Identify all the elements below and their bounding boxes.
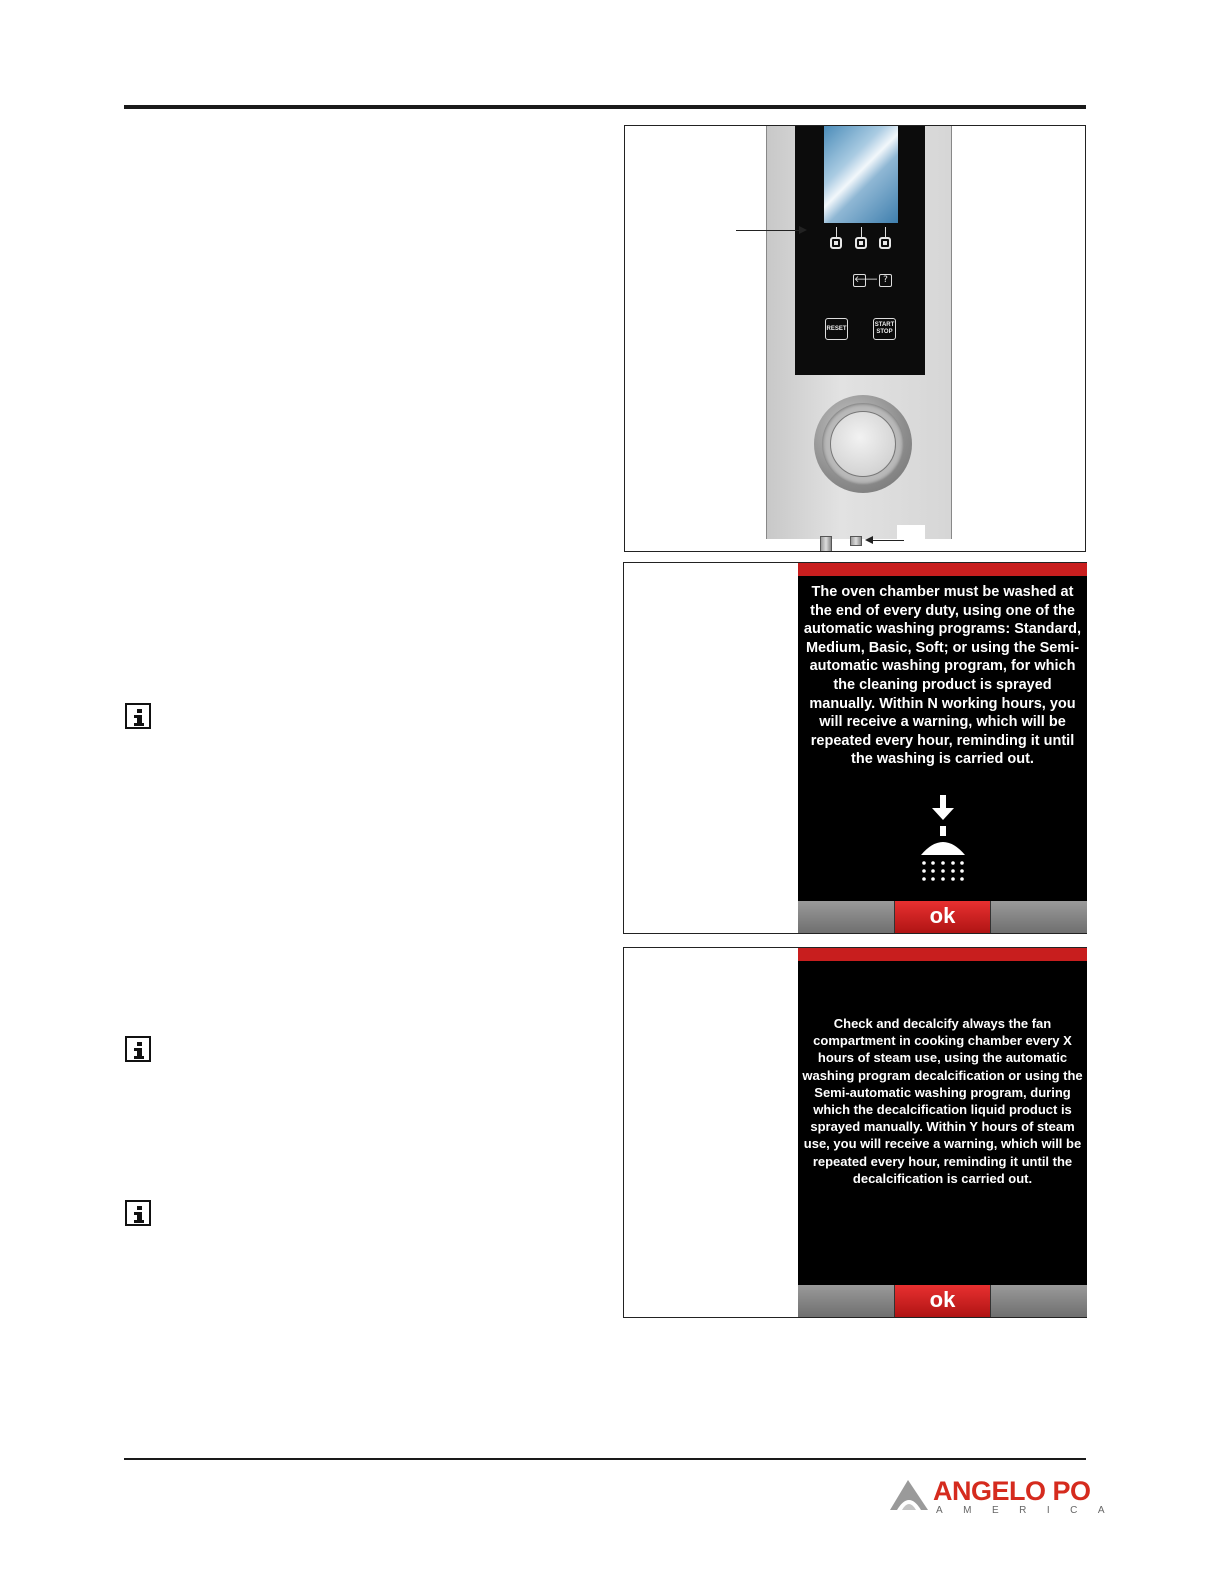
screen-header-bar — [798, 563, 1087, 576]
logo-sub: AMERICA — [936, 1505, 1126, 1516]
soft-key-1[interactable] — [830, 237, 842, 249]
display-screen — [824, 125, 898, 223]
brand-logo — [888, 1476, 1126, 1520]
tick-mark — [861, 227, 862, 237]
washing-screen — [798, 563, 1087, 933]
tick-mark — [836, 227, 837, 237]
fitting-arrow-line — [871, 540, 904, 541]
control-knob[interactable] — [814, 395, 912, 493]
connector-fitting-left — [820, 536, 832, 552]
help-button[interactable]: ? — [879, 274, 892, 287]
start-stop-button[interactable]: START STOP — [873, 318, 896, 340]
reset-button[interactable]: RESET — [825, 318, 848, 340]
header-rule — [124, 105, 1086, 109]
footer-rule — [124, 1458, 1086, 1460]
decalcification-screen — [798, 948, 1087, 1317]
pointer-arrow-head — [799, 226, 807, 234]
decalcification-screen-figure — [623, 947, 1087, 1318]
knob-center — [830, 411, 896, 477]
fitting-arrow-head — [865, 536, 873, 544]
back-button[interactable] — [853, 274, 879, 287]
screen-header-bar — [798, 948, 1087, 961]
control-panel — [766, 125, 952, 539]
connector-fitting-right — [850, 536, 862, 546]
back-arrow-icon: 🡐 — [854, 275, 879, 285]
ok-button[interactable]: ok — [894, 901, 991, 933]
panel-black-face — [795, 125, 925, 375]
screen-bottom-bar — [798, 901, 1087, 933]
logo-brand: ANGELO PO — [933, 1476, 1091, 1506]
control-panel-figure — [624, 125, 1086, 552]
tick-mark — [885, 227, 886, 237]
info-icon — [125, 1200, 151, 1226]
washing-shower-icon — [916, 793, 970, 885]
info-icon — [125, 703, 151, 729]
decalcification-message: Check and decalcify always the fan compartment in cooking chamber every X hours of steam use, using the automatic washing program decalcification or using the Semi-automatic washing program, during which the decalcification liquid product is sprayed manually. Within Y hours of steam use, you will receive a warning, which will be repeated every hour, reminding it until the decalcification is carried out. — [802, 1016, 1083, 1186]
ok-button[interactable]: ok — [894, 1285, 991, 1317]
logo-mark-icon — [888, 1478, 930, 1512]
soft-key-2[interactable] — [855, 237, 867, 249]
soft-key-3[interactable] — [879, 237, 891, 249]
washing-screen-figure — [623, 562, 1087, 934]
pointer-arrow-line — [736, 230, 800, 231]
washing-message: The oven chamber must be washed at the end of every duty, using one of the automatic washing programs: Standard, Medium, Basic, Soft; or using the Semi-automatic washing program, for which the cleaning product is sprayed manually. Within N working hours, you will receive a warning, which will be repeated every hour, reminding it until the washing is carried out. — [803, 584, 1082, 768]
info-icon — [125, 1036, 151, 1062]
screen-bottom-bar — [798, 1285, 1087, 1317]
